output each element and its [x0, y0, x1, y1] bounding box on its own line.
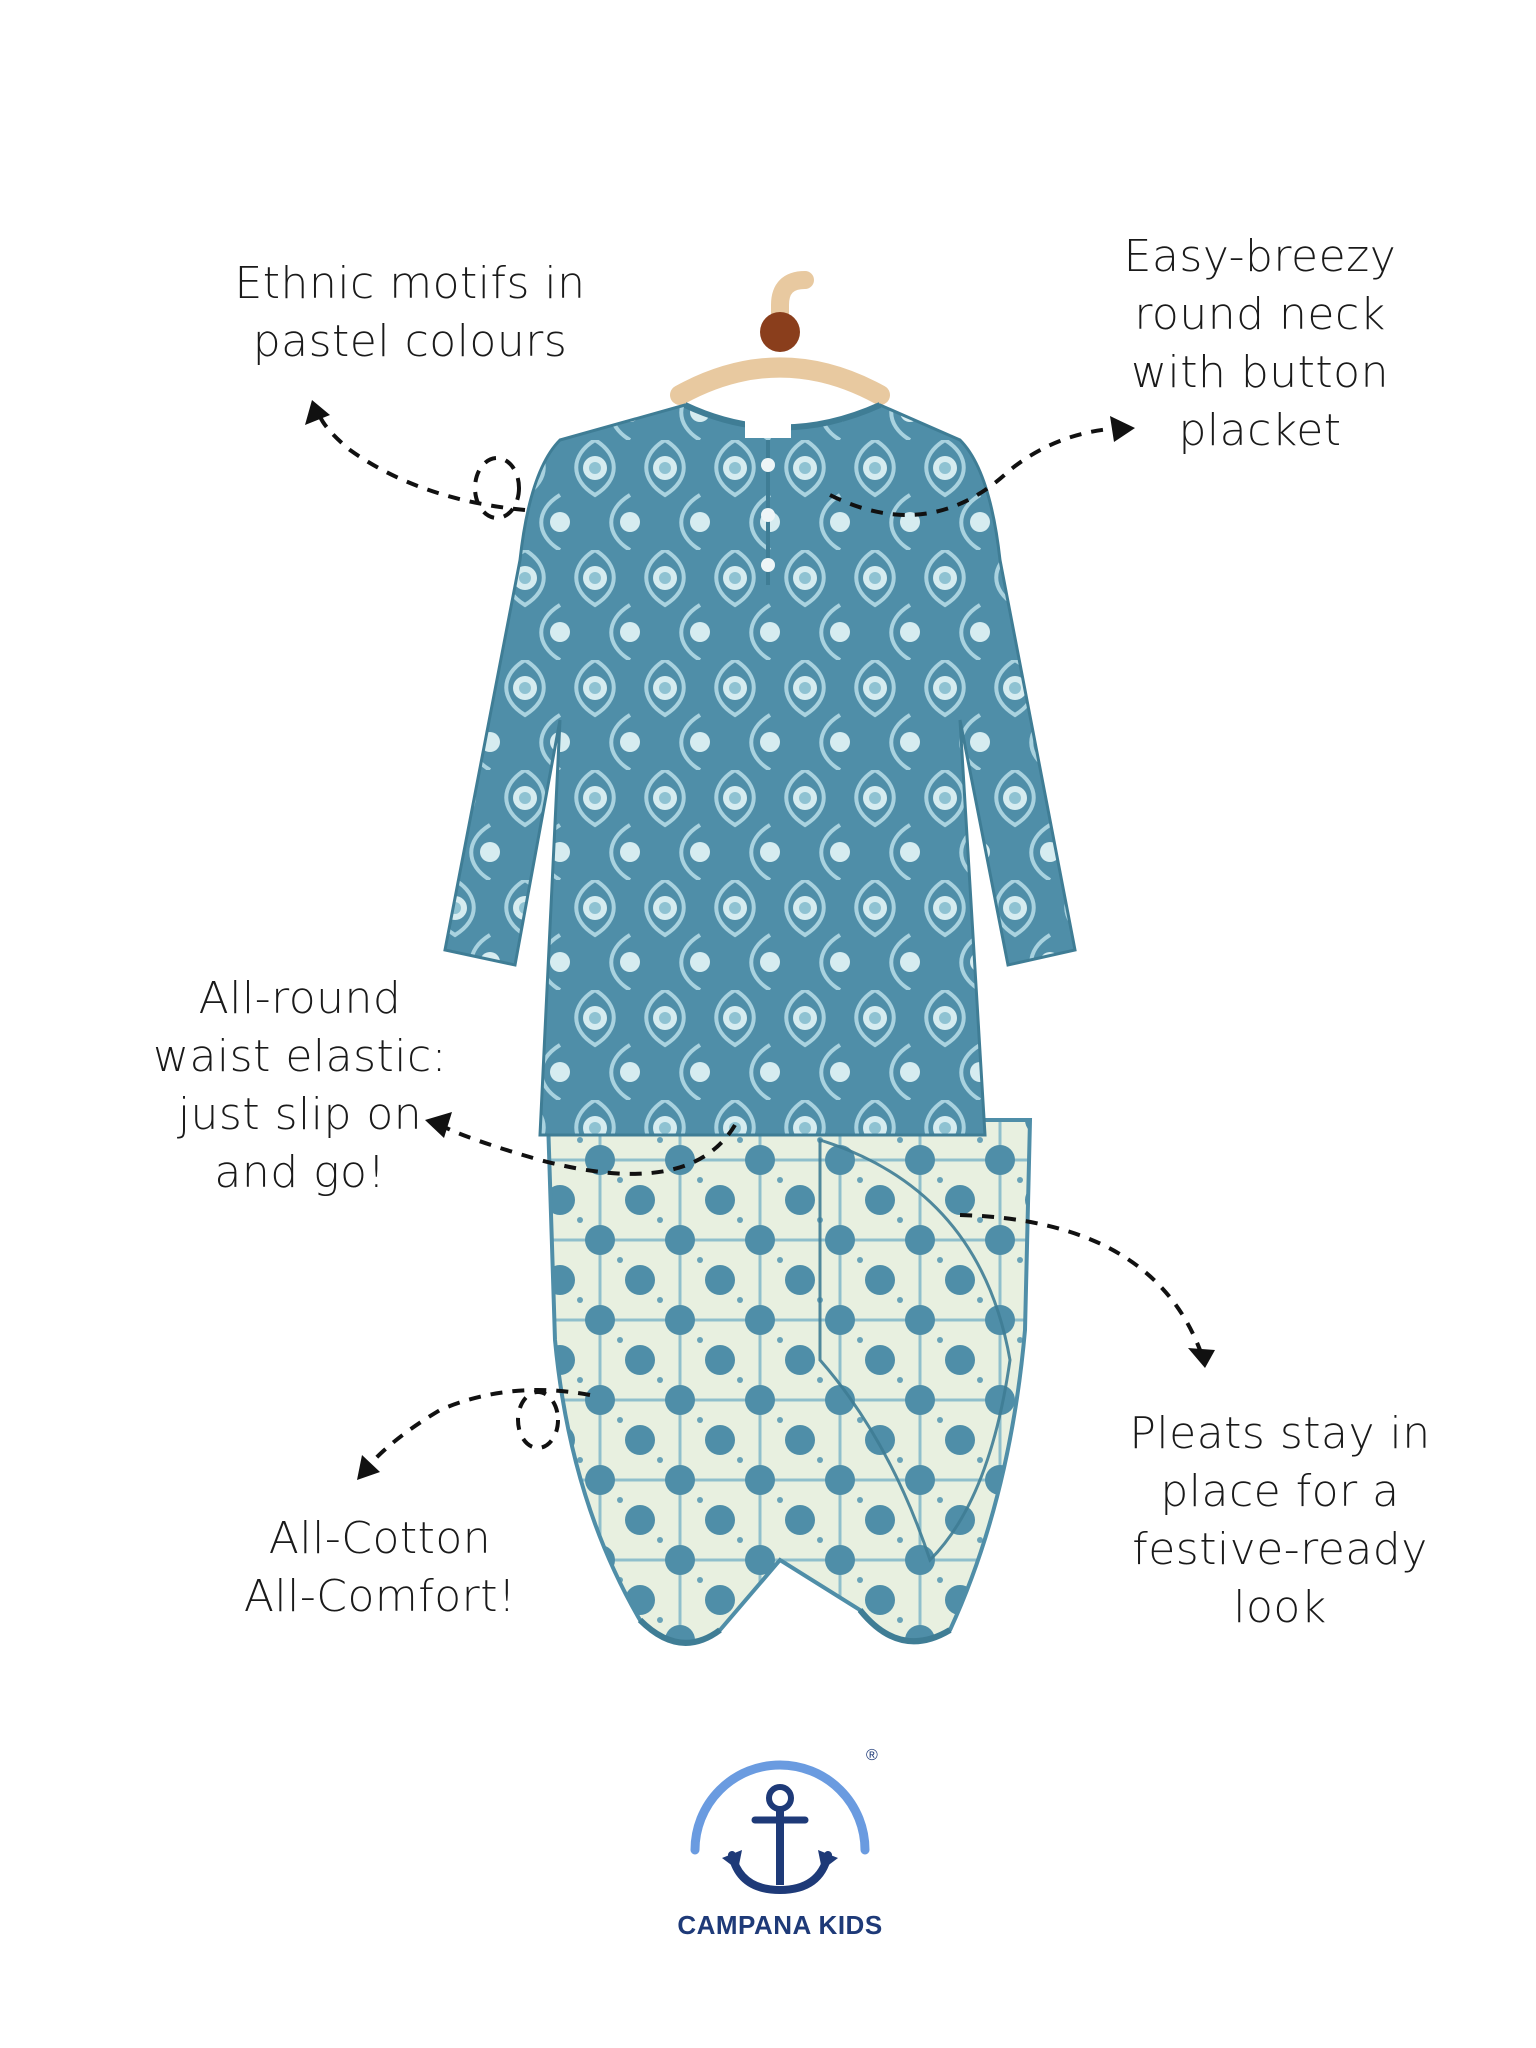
anchor-icon — [660, 1730, 900, 1900]
arrowhead — [357, 1455, 380, 1480]
callout-line: pastel colours — [252, 316, 568, 367]
callout-line: Easy-breezy — [1123, 231, 1397, 282]
callout-line: round neck — [1134, 289, 1386, 340]
brand-logo — [660, 1730, 900, 1941]
garment-label — [745, 420, 791, 438]
hanger — [680, 280, 880, 395]
kurta — [445, 405, 1075, 1135]
button — [761, 558, 775, 572]
callout-line: All-Cotton — [268, 1513, 492, 1564]
arrow-loop — [475, 458, 519, 518]
callout-line: with button — [1131, 347, 1389, 398]
arrowhead — [1188, 1348, 1215, 1368]
callout-line: All-round — [198, 973, 402, 1024]
hanger-knob — [760, 312, 800, 352]
callout-line: waist elastic: — [152, 1031, 447, 1082]
arrowhead — [1110, 416, 1135, 442]
dhoti — [548, 1120, 1030, 1643]
callout-line: All-Comfort! — [243, 1571, 517, 1622]
callout-line: Ethnic motifs in — [234, 258, 586, 309]
button — [761, 508, 775, 522]
arrow-loop — [518, 1392, 558, 1448]
callout-line: look — [1233, 1582, 1327, 1633]
brand-name: CAMPANA KIDS — [677, 1910, 883, 1940]
callout-line: Pleats stay in — [1129, 1408, 1431, 1459]
callout-line: festive-ready — [1132, 1524, 1428, 1575]
callout-line: place for a — [1160, 1466, 1400, 1517]
button — [761, 458, 775, 472]
callout-line: placket — [1178, 405, 1342, 456]
callout-line: and go! — [214, 1147, 386, 1198]
arrowhead — [305, 400, 330, 425]
arrowhead — [425, 1112, 452, 1138]
callout-line: just slip on — [177, 1089, 423, 1140]
registered-mark: ® — [866, 1747, 878, 1764]
